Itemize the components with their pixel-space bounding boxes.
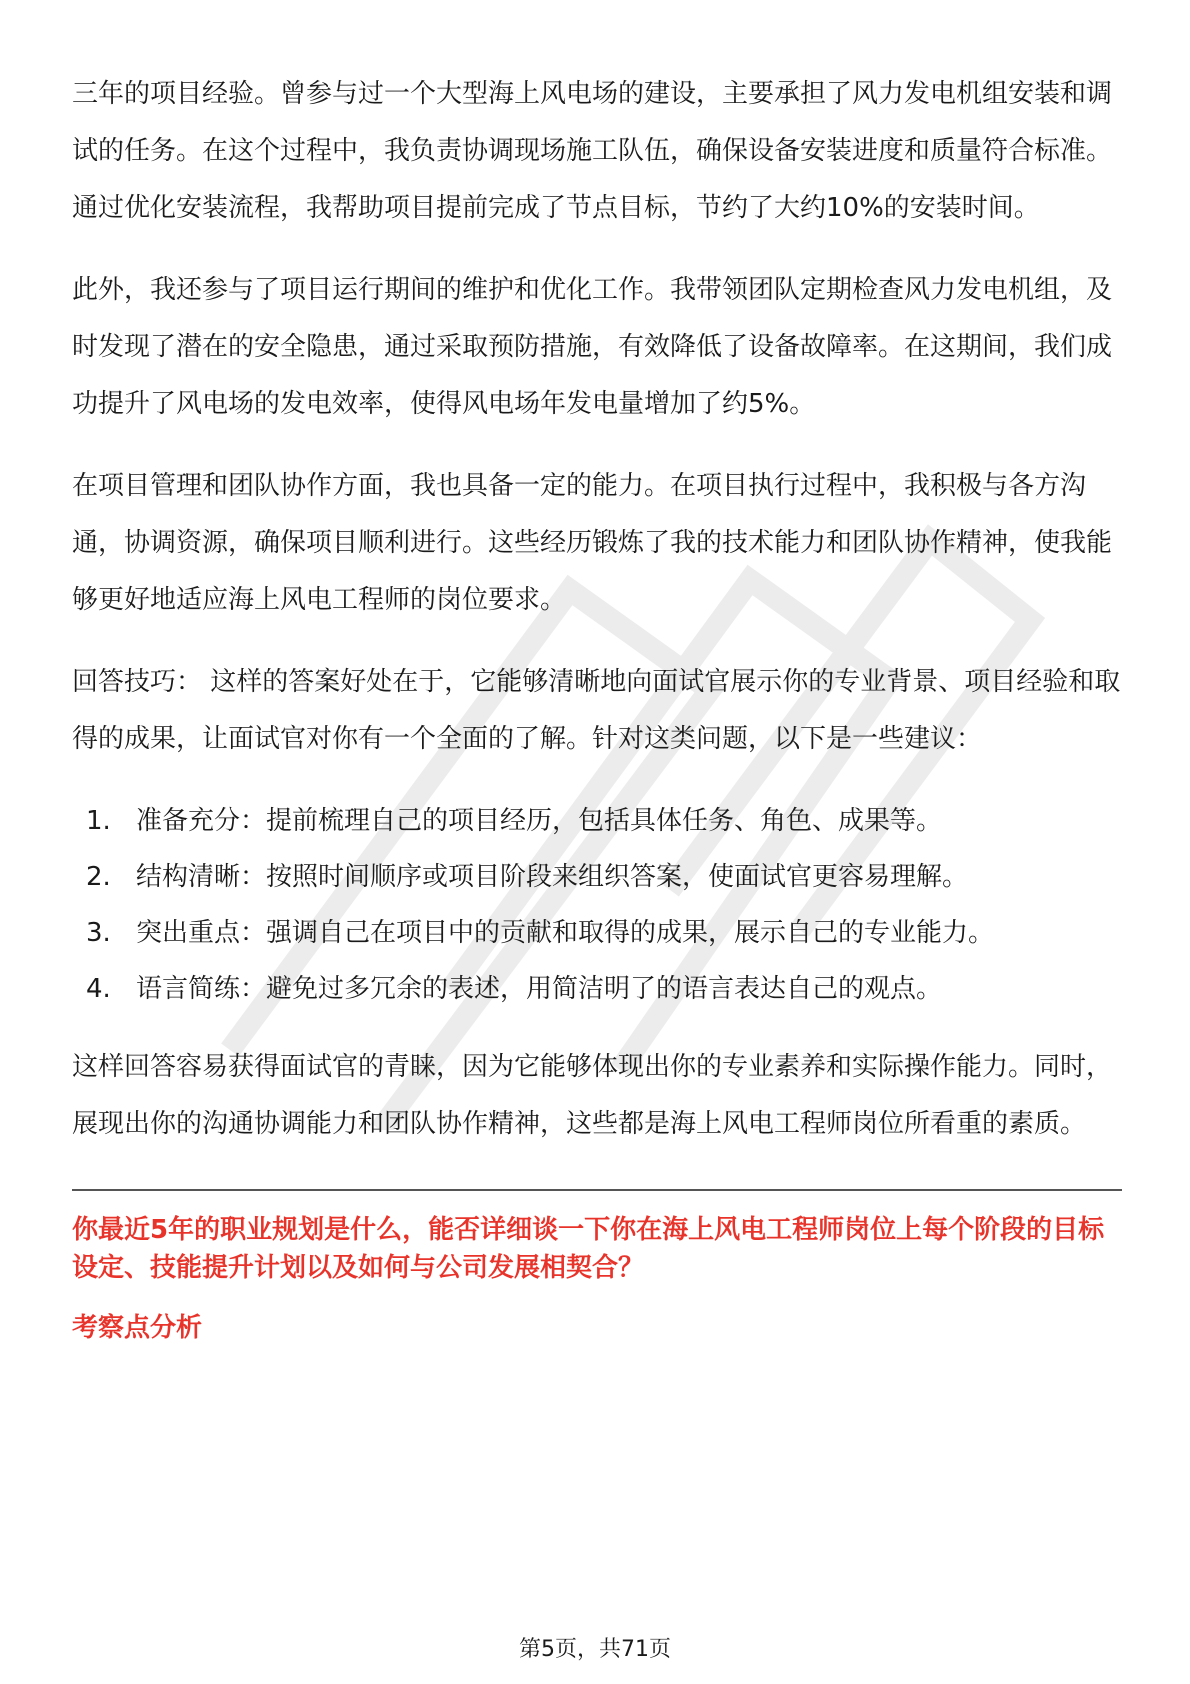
list-item-text: 语言简练：避免过多冗余的表述，用简洁明了的语言表达自己的观点。: [136, 974, 943, 1004]
main-content: [72, 66, 1122, 1347]
list-item: [72, 849, 1122, 905]
list-item-text: 准备充分：提前梳理自己的项目经历，包括具体任务、角色、成果等。: [136, 806, 943, 836]
interview-question: 你最近5年的职业规划是什么，能否详细谈一下你在海上风电工程师岗位上每个阶段的目标设定、技能提升计划以及如何与公司发展相契合？: [72, 1215, 1105, 1283]
list-item: [72, 905, 1122, 961]
paragraph-answer-tips: 回答技巧： 这样的答案好处在于，它能够清晰地向面试官展示你的专业背景、项目经验和取得的成果，让面试官对你有一个全面的了解。针对这类问题，以下是一些建议：: [72, 667, 1121, 754]
tips-list: [72, 793, 1122, 1017]
list-item-number: 2.: [86, 862, 111, 892]
analysis-heading: 考察点分析: [72, 1313, 203, 1343]
list-item-number: 1.: [86, 806, 111, 836]
list-item-number: 4.: [86, 974, 111, 1004]
list-item: [72, 793, 1122, 849]
list-item-text: 结构清晰：按照时间顺序或项目阶段来组织答案，使面试官更容易理解。: [136, 862, 969, 892]
list-item-number: 3.: [86, 918, 111, 948]
list-item-text: 突出重点：强调自己在项目中的贡献和取得的成果，展示自己的专业能力。: [136, 918, 995, 948]
paragraph-closing: 这样回答容易获得面试官的青睐，因为它能够体现出你的专业素养和实际操作能力。同时，展现出你的沟通协调能力和团队协作精神，这些都是海上风电工程师岗位所看重的素质。: [72, 1052, 1113, 1139]
paragraph-maintenance: 此外，我还参与了项目运行期间的维护和优化工作。我带领团队定期检查风力发电机组，及时发现了潜在的安全隐患，通过采取预防措施，有效降低了设备故障率。在这期间，我们成功提升了风电场的发电效率，使得风电场年发电量增加了约5%。: [72, 275, 1113, 419]
paragraph-project-experience: 三年的项目经验。曾参与过一个大型海上风电场的建设，主要承担了风力发电机组安装和调试的任务。在这个过程中，我负责协调现场施工队伍，确保设备安装进度和质量符合标准。通过优化安装流程，我帮助项目提前完成了节点目标，节约了大约10%的安装时间。: [72, 79, 1113, 223]
page-footer: 第5页，共71页: [519, 1637, 671, 1662]
list-item: [72, 961, 1122, 1017]
paragraph-teamwork: 在项目管理和团队协作方面，我也具备一定的能力。在项目执行过程中，我积极与各方沟通，协调资源，确保项目顺利进行。这些经历锻炼了我的技术能力和团队协作精神，使我能够更好地适应海上风电工程师的岗位要求。: [72, 471, 1113, 615]
section-divider: [72, 1189, 1122, 1191]
